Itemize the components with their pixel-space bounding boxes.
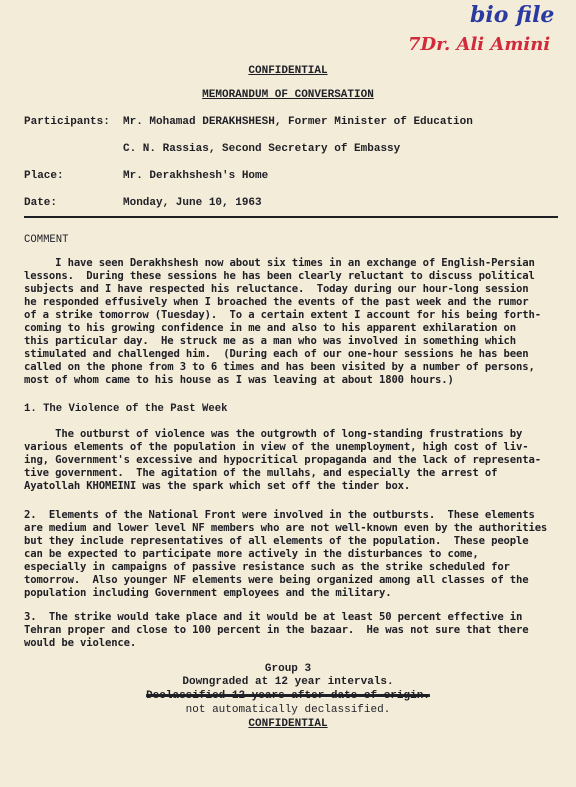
group-marking: Group 3 bbox=[264, 663, 312, 675]
section-2-paragraph: 2. Elements of the National Front were involved in the outbursts. These elements are medium and lower level NF members who are not well-known even by the authorities but they include representatives of all elements of the population. These people can be expected to participate more actively in the disturbances to come, especially in campaigns of passive resistance such as the strike scheduled for tomorrow. Also younger NF elements were being organized among all classes of the population including Government employees and the military. bbox=[24, 509, 548, 599]
divider-rule bbox=[24, 216, 558, 218]
participant-2: C. N. Rassias, Second Secretary of Embassy bbox=[123, 143, 401, 155]
comment-heading: COMMENT bbox=[24, 234, 69, 246]
date-label: Date: bbox=[24, 197, 58, 209]
place-label: Place: bbox=[24, 170, 64, 182]
section-1-heading: 1. The Violence of the Past Week bbox=[24, 403, 228, 415]
date-value: Monday, June 10, 1963 bbox=[123, 197, 262, 209]
section-3-paragraph: 3. The strike would take place and it would be at least 50 percent effective in Tehran proper and close to 100 percent in the bazaar. He was not sure that there would be violence. bbox=[24, 611, 529, 649]
handwritten-note-bio-file: bio file bbox=[470, 2, 555, 28]
place-value: Mr. Derakhshesh's Home bbox=[123, 170, 269, 182]
struck-declassify-line: Declassified 12 years after date of origin. bbox=[146, 690, 430, 702]
intro-paragraph: I have seen Derakhshesh now about six times in an exchange of English-Persian lessons. During these sessions he has been clearly reluctant to discuss political subjects and I have respected his reluctance. Today during our hour-long session he responded effusively when I broached the events of the past week and the rumor of a strike tomorrow (Tuesday). To a certain extent I account for his being forth- coming to his growing confidence in me and also to his apparent exhilaration on this particular day. He struck me as a man who was involved in something which stimulated and challenged him. (During each of our one-hour sessions he has been called on the phone from 3 to 6 times and has been visited by a number of persons, most of whom came to his house as I was leaving at about 1800 hours.) bbox=[24, 257, 541, 386]
participant-1: Mr. Mohamad DERAKHSHESH, Former Minister of Education bbox=[123, 116, 473, 128]
handwritten-note-name: 7Dr. Ali Amini bbox=[408, 34, 551, 55]
classification-header: CONFIDENTIAL bbox=[248, 65, 328, 77]
memo-title: MEMORANDUM OF CONVERSATION bbox=[202, 89, 374, 101]
not-declassified-line: not automatically declassified. bbox=[185, 704, 391, 716]
section-1-paragraph: The outburst of violence was the outgrowth of long-standing frustrations by various elements of the population in view of the unemployment, high cost of liv- ing, Government's excessive and hypocritical propaganda and the lack of representa- tive government. The agitation of the mullahs, and especially the arrest of Ayatollah KHOMEINI was the spark which set off the tinder box. bbox=[24, 428, 541, 492]
classification-footer: CONFIDENTIAL bbox=[248, 718, 328, 730]
participants-label: Participants: bbox=[24, 116, 110, 128]
downgrade-line: Downgraded at 12 year intervals. bbox=[182, 676, 394, 688]
